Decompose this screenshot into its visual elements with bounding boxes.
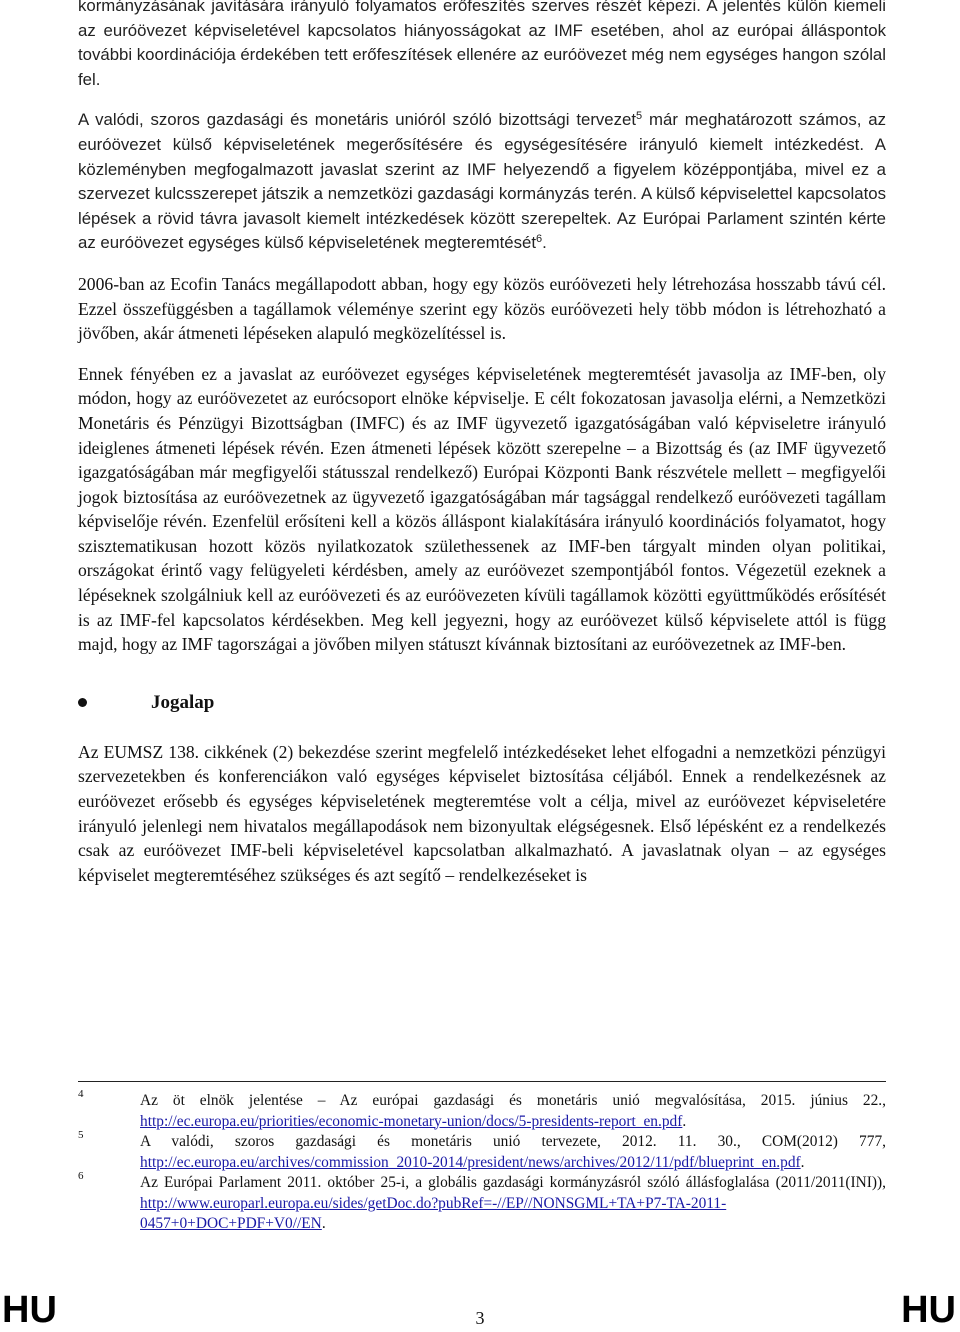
paragraph-2-text-end: . xyxy=(542,233,547,253)
footnotes xyxy=(78,1088,886,1235)
footnote-body: Az öt elnök jelentése – Az európai gazdasági és monetáris unió megvalósítása, 2015. június 22., xyxy=(140,1092,886,1109)
paragraph-3: 2006-ban az Ecofin Tanács megállapodott abban, hogy egy közös euróövezeti hely létrehozása hosszabb távú cél. Ezzel összefüggésben a tagállamok véleménye szerint egy közös euróövezeti hely több módon is létrehozható a jövőben, akár átmeneti lépéseken alapuló megközelítéssel is. xyxy=(78,273,886,344)
section-heading-row xyxy=(78,690,886,716)
paragraph-4: Ennek fényében ez a javaslat az euróövezet egységes képviseletének megteremtését javasolja az IMF-ben, oly módon, hogy az euróövezetet az eurócsoport elnöke képviselje. E célt fokozatosan javasolja elérni, a Nemzetközi Monetáris és Pénzügyi Bizottságban (IMFC) és az IMF ügyvezető igazgatóságában való képviseletre irányuló ideiglenes átmeneti lépések révén. Ezen átmeneti lépések között szerepelne – a Bizottság és (az IMF ügyvezető igazgatóságában már megfigyelői státusszal rendelkező) Európai Központi Bank részvétele mellett – megfigyelői jogok biztosítása az euróövezetnek az ügyvezető igazgatóságában már tagsággal rendelkező euróövezeti tagállam képviselője révén. Ezenfelül erősíteni kell a közös álláspont kialakítására irányuló koordinációs folyamatot, hogy szisztematikusan hozott közös nyilatkozatok születhessenek az IMF-ben tárgyalt minden olyan politikai, országokat érintő vagy felügyeleti kérdésben, amely az euróövezet szempontjából fontos. Végezetül ezeknek a lépéseknek szolgálniuk kell az euróövezeti és az euróövezeten kívüli tagállamok közötti együttműködés erősítését is az IMF-fel kapcsolatos kérdésekben. Meg kell jegyezni, hogy az euróövezet külső képviselete attól is függ majd, hogy az IMF tagországai a jövőben milyen státuszt kívánnak biztosítani az euróövezetnek az IMF-ben. xyxy=(78,363,886,655)
footnote-number: 4 xyxy=(78,1088,84,1100)
page-number: 3 xyxy=(475,1308,485,1328)
footnote-tail: . xyxy=(800,1153,805,1171)
paragraph-5: Az EUMSZ 138. cikkének (2) bekezdése szerint megfelelő intézkedéseket lehet elfogadni a nemzetközi pénzügyi szervezetekben és konferenciákon való egységes képviselet biztosítása céljából. Ennek a rendelkezésnek az euróövezet erősebb és egységes képviseletének megteremtése volt a célja, mivel az euróövezet képviseletére irányuló jelenlegi nem hivatalos megállapodások nem bizonyultak elégségesnek. Első lépésként ez a rendelkezés csak az euróövezet IMF-beli képviseletével kapcsolatban alkalmazható. A javaslatnak olyan – az egységes képviselet megteremtéséhez szükséges és azt segítő – rendelkezéseket is xyxy=(78,741,886,885)
bullet-icon xyxy=(78,698,87,707)
footnote-link[interactable]: http://www.europarl.europa.eu/sides/getDoc.do?pubRef=-//EP//NONSGML+TA+P7-TA-2011-0457+0+DOC+PDF+V0//EN xyxy=(140,1194,727,1232)
footnote-ref-6[interactable]: 6 xyxy=(536,233,543,246)
footnote-text xyxy=(140,1173,886,1235)
footnote-link[interactable]: http://ec.europa.eu/priorities/economic-monetary-union/docs/5-presidents-report_en.pdf xyxy=(140,1112,683,1130)
document-body xyxy=(78,0,886,887)
footnote-tail: . xyxy=(682,1112,687,1130)
footnote-5 xyxy=(78,1129,886,1173)
footnote-6 xyxy=(78,1170,886,1235)
footnote-separator xyxy=(78,1081,886,1082)
paragraph-1: kormányzásának javítására irányuló folyamatos erőfeszítés szerves részét képezi. A jelentés külön kiemeli az euróövezet képviseletével kapcsolatos hiányosságokat az IMF esetében, ahol az európai álláspontok további koordinációja érdekében tett erőfeszítések ellenére az euróövezet még nem egységes hangon szólal fel. xyxy=(78,0,886,89)
paragraph-2 xyxy=(78,108,886,256)
footnote-body: Az Európai Parlament 2011. október 25-i, a globális gazdasági kormányzásról szóló állásfoglalása (2011/2011(INI)), xyxy=(140,1174,886,1191)
footnote-tail: . xyxy=(321,1215,326,1232)
footnote-number: 5 xyxy=(78,1129,84,1141)
footnote-text xyxy=(140,1132,886,1173)
footer-language-right: HU xyxy=(901,1289,956,1331)
section-heading: Jogalap xyxy=(151,691,215,713)
footnote-number: 6 xyxy=(78,1170,84,1182)
footnote-body: A valódi, szoros gazdasági és monetáris unió tervezete, 2012. 11. 30., COM(2012) 777, xyxy=(140,1133,886,1150)
footnote-4 xyxy=(78,1088,886,1132)
paragraph-2-text-middle: már meghatározott számos, az euróövezet külső képviseletének megerősítésére és egységesítésére irányuló kiemelt intézkedést. A közleményben megfogalmazott javaslat szerint az IMF helyezendő a figyelem középpontjába, mivel ez a szervezet kulcsszerepet játszik a nemzetközi gazdasági kormányzás terén. A külső képviselettel kapcsolatos lépések a rövid távra javasolt kiemelt intézkedések között szerepeltek. Az Európai Parlament szintén kérte az euróövezet egységes külső képviseletének megteremtését xyxy=(78,110,886,253)
footnote-text xyxy=(140,1091,886,1132)
footnote-link[interactable]: http://ec.europa.eu/archives/commission_2010-2014/president/news/archives/2012/11/pdf/blueprint_en.pdf xyxy=(140,1153,801,1171)
paragraph-2-text-start: A valódi, szoros gazdasági és monetáris unióról szóló bizottsági tervezet xyxy=(78,110,637,130)
footnote-ref-5[interactable]: 5 xyxy=(636,110,643,123)
footer-language-left: HU xyxy=(2,1289,57,1331)
